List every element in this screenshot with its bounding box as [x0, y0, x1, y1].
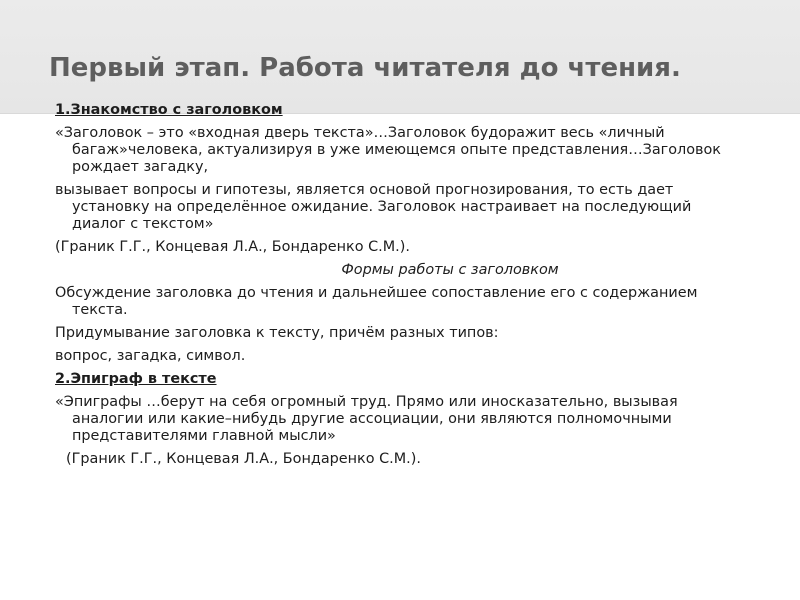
- quote-paragraph-1b: вызывает вопросы и гипотезы, является основой прогнозирования, то есть дает установку на определённое ожидание. Заголовок настраивает на последующий диалог с текстом»: [55, 182, 692, 232]
- quote-paragraph-1a: «Заголовок – это «входная дверь текста»…Заголовок будоражит весь «личный багаж»человека, актуализируя в уже имеющемся опыте представления…Заголовок рождает загадку,: [55, 125, 721, 175]
- quote-paragraph-2: «Эпиграфы …берут на себя огромный труд. Прямо или иносказательно, вызывая аналогии или какие–нибудь другие ассоциации, они являются полномочными представителями главной мысли»: [55, 394, 678, 444]
- form-item-inventing-title: Придумывание заголовка к тексту, причём разных типов:: [55, 325, 499, 341]
- form-item-types: вопрос, загадка, символ.: [55, 348, 246, 364]
- citation-1: (Граник Г.Г., Концевая Л.А., Бондаренко С.М.).: [55, 239, 410, 255]
- forms-heading: Формы работы с заголовком: [341, 262, 559, 278]
- form-item-discussion: Обсуждение заголовка до чтения и дальнейшее сопоставление его с содержанием текста.: [55, 285, 698, 318]
- slide-title: Первый этап. Работа читателя до чтения.: [49, 53, 681, 83]
- citation-2: (Граник Г.Г., Концевая Л.А., Бондаренко С.М.).: [66, 451, 421, 467]
- section-heading-title-intro: 1.Знакомство с заголовком: [55, 102, 283, 118]
- slide-body: [55, 102, 745, 468]
- section-heading-epigraph: 2.Эпиграф в тексте: [55, 371, 217, 387]
